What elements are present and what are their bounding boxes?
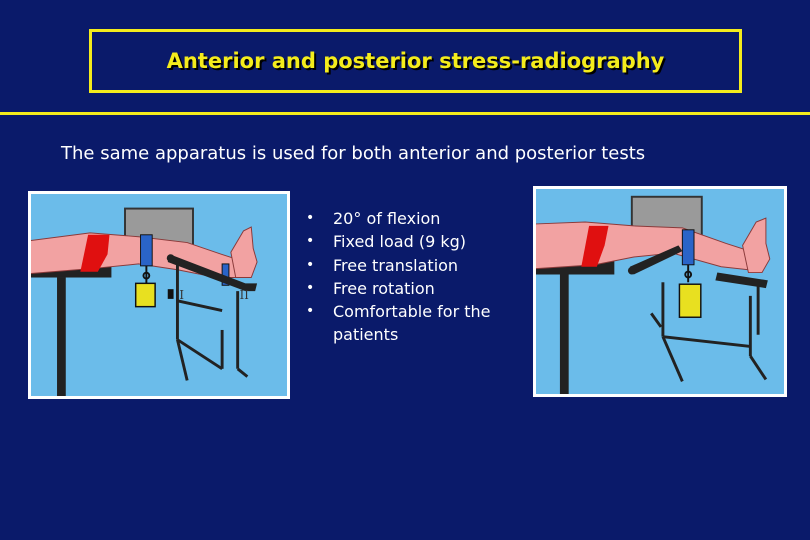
- bullet-comfortable: • Comfortable for the patients: [306, 300, 518, 347]
- bullet-flexion: • 20° of flexion: [306, 207, 518, 230]
- left-apparatus-figure: [28, 191, 290, 399]
- right-apparatus-figure: [533, 186, 787, 397]
- slide-title: Anterior and posterior stress-radiography: [166, 49, 665, 73]
- label-ii: II: [239, 287, 249, 302]
- bullet-fixed-load: • Fixed load (9 kg): [306, 230, 518, 253]
- bullet-list: [306, 207, 518, 347]
- title-box: [89, 29, 742, 93]
- slide-subtitle: The same apparatus is used for both anterior and posterior tests: [61, 143, 646, 164]
- left-apparatus-drawing: [31, 194, 287, 396]
- bullet-free-rotation: • Free rotation: [306, 277, 518, 300]
- bullet-free-translation: • Free translation: [306, 254, 518, 277]
- right-apparatus-drawing: [536, 189, 784, 394]
- title-rule: [0, 112, 810, 115]
- label-i: I: [179, 287, 185, 302]
